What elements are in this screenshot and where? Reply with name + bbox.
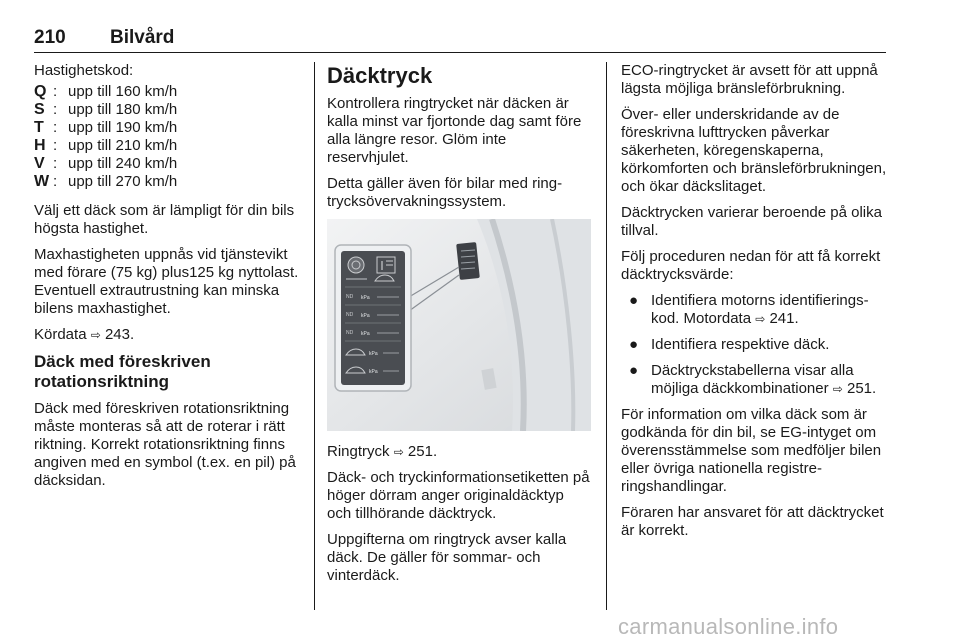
subheading: Däck med föreskriven rotationsriktning: [34, 352, 211, 391]
label-unit: kPa: [361, 331, 370, 337]
svg-text:ND: ND: [346, 294, 354, 300]
speed-code: V: [34, 155, 45, 172]
bullet-item: [621, 362, 891, 398]
speed-code-separator: :: [53, 173, 58, 190]
paragraph: ECO-ringtrycket är avsett för att uppnå lägsta möjliga bränsleförbrukning.: [621, 62, 878, 97]
label-unit: kPa: [361, 313, 370, 319]
column-left: [34, 62, 302, 498]
speed-code-limit: upp till 270 km/h: [68, 173, 178, 190]
page-number: 210: [34, 27, 66, 48]
speed-code-separator: :: [53, 137, 58, 154]
page-reference-icon: ⇨: [393, 445, 404, 459]
cross-reference: [34, 326, 302, 344]
column-middle: [327, 62, 591, 593]
speed-code-row: [34, 137, 302, 155]
column-divider: [606, 62, 607, 610]
column-right: [621, 62, 891, 548]
speed-code-table: [34, 83, 302, 191]
column-divider: [314, 62, 315, 610]
bullet-text: [651, 292, 891, 328]
paragraph: Däck med föreskriven rotationsriktning måste monteras så att de roterar i rätt riktning. Korrekt rotationsriktning finns angiven med en symbol (t.ex. en pil) på däcksidan.: [34, 400, 296, 489]
bullet-text: [651, 362, 891, 398]
speed-code-separator: :: [53, 83, 58, 100]
cross-reference: [327, 443, 591, 461]
speed-code-limit: upp till 210 km/h: [68, 137, 178, 154]
watermark: carmanualsonline.info: [618, 614, 839, 639]
paragraph: Över- eller underskridande av de föreskrivna lufttrycken påverkar säkerheten, köregenskaperna, körkomforten och bränsleförbrukningen, och ökar däckslitaget.: [621, 106, 887, 195]
svg-text:ND: ND: [346, 330, 354, 336]
bullet-item: [621, 336, 891, 354]
label-unit: kPa: [361, 295, 370, 301]
door-frame-illustration: [327, 219, 591, 431]
reference-page: 251.: [403, 443, 438, 460]
tire-pressure-label-figure: [327, 219, 591, 431]
speed-code: H: [34, 137, 46, 154]
label-unit: kPa: [369, 369, 378, 375]
section-title: Bilvård: [110, 27, 175, 48]
paragraph: Däck- och tryckinformationsetiketten på höger dörram anger originaldäcktyp och tillhörande däcktryck.: [327, 469, 590, 522]
speed-code: T: [34, 119, 44, 136]
speed-code-row: [34, 155, 302, 173]
reference-page: 243.: [100, 326, 135, 343]
reference-page: 251.: [842, 380, 877, 397]
bullet-icon: ●: [629, 292, 639, 309]
bullet-icon: ●: [629, 362, 639, 379]
page-reference-icon: ⇨: [90, 328, 101, 342]
speed-code-limit: upp till 160 km/h: [68, 83, 178, 100]
page-reference-icon: ⇨: [755, 312, 766, 326]
main-heading: Däcktryck: [327, 63, 433, 88]
speed-code-limit: upp till 190 km/h: [68, 119, 178, 136]
reference-page: 241.: [765, 310, 799, 327]
paragraph: Detta gäller även för bilar med ringtrycksövervakningssystem.: [327, 175, 563, 210]
paragraph: Föraren har ansvaret för att däcktrycket är korrekt.: [621, 504, 884, 539]
speed-code-separator: :: [53, 101, 58, 118]
paragraph: Välj ett däck som är lämpligt för din bils högsta hastighet.: [34, 202, 295, 237]
speed-code: W: [34, 173, 50, 190]
speed-code-label: Hastighetskod:: [34, 62, 134, 79]
speed-code: Q: [34, 83, 47, 100]
speed-code-limit: upp till 240 km/h: [68, 155, 178, 172]
page-header: [34, 24, 886, 53]
paragraph: För information om vilka däck som är godkända för din bil, se EG-intyget om överensstämmelse som medföljer bilen eller övriga nationella registreringshandlingar.: [621, 406, 882, 495]
reference-text: Ringtryck: [327, 443, 394, 460]
label-unit: kPa: [369, 351, 378, 357]
bullet-body: Däcktryckstabellerna visar alla möjliga däckkombinationer: [651, 362, 854, 397]
speed-code-limit: upp till 180 km/h: [68, 101, 178, 118]
bullet-icon: ●: [629, 336, 639, 353]
paragraph: Maxhastigheten uppnås vid tjänstevikt med förare (75 kg) plus125 kg nyttolast. Eventuell extrautrustning kan minska bilens maxhastighet.: [34, 246, 299, 317]
svg-text:ND: ND: [346, 312, 354, 318]
speed-code-separator: :: [53, 119, 58, 136]
paragraph: Däcktrycken varierar beroende på olika tillval.: [621, 204, 882, 239]
speed-code: S: [34, 101, 45, 118]
bullet-text: [651, 336, 891, 354]
speed-code-row: [34, 101, 302, 119]
paragraph: Uppgifterna om ringtryck avser kalla däck. De gäller för sommar- och vinterdäck.: [327, 531, 567, 584]
paragraph: Följ proceduren nedan för att få korrekt däcktrycksvärde:: [621, 248, 881, 283]
reference-text: Kördata: [34, 326, 91, 343]
page-reference-icon: ⇨: [832, 382, 843, 396]
speed-code-row: [34, 173, 302, 191]
speed-code-separator: :: [53, 155, 58, 172]
speed-code-row: [34, 83, 302, 101]
paragraph: Kontrollera ringtrycket när däcken är kalla minst var fjortonde dag samt före alla längre resor. Glöm inte reservhjulet.: [327, 95, 582, 166]
bullet-body: Identifiera motorns identifieringskod. Motordata: [651, 292, 869, 327]
speed-code-row: [34, 119, 302, 137]
bullet-body: Identifiera respektive däck.: [651, 336, 830, 353]
bullet-item: [621, 292, 891, 328]
